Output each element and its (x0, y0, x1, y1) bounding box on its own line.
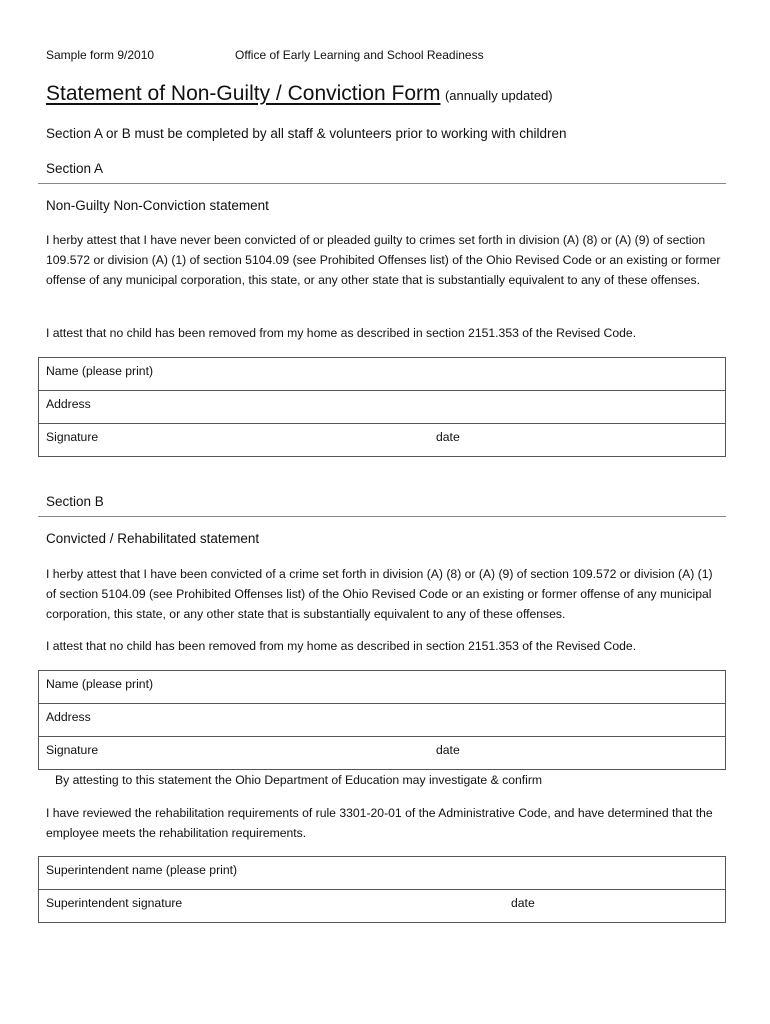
section-a-fields (38, 357, 726, 457)
section-b-subheading: Convicted / Rehabilitated statement (46, 531, 260, 546)
superintendent-signature-field[interactable] (39, 890, 726, 923)
section-a-heading: Section A (46, 161, 104, 176)
section-a-signature-field[interactable] (39, 424, 726, 457)
attest-note: By attesting to this statement the Ohio Department of Education may investigate & confirm (55, 773, 543, 787)
superintendent-name-label: Superintendent name (please print) (46, 863, 238, 877)
section-a-name-field[interactable] (39, 358, 726, 391)
section-b-address-field[interactable] (39, 704, 726, 737)
section-b-paragraph-2: I attest that no child has been removed from my home as described in section 2151.353 of the Revised Code. (46, 639, 637, 653)
signature-label: Signature (46, 430, 99, 444)
section-b-divider (38, 516, 726, 517)
name-label: Name (please print) (46, 364, 154, 378)
superintendent-signature-label: Superintendent signature (46, 896, 183, 910)
signature-label: Signature (46, 743, 99, 757)
form-title-row (46, 82, 553, 106)
section-b-heading: Section B (46, 494, 104, 509)
name-label: Name (please print) (46, 677, 154, 691)
review-paragraph: I have reviewed the rehabilitation requirements of rule 3301-20-01 of the Administrative Code, and have determined that the employee meets the rehabilitation requirements. (46, 806, 713, 840)
section-a-divider (38, 183, 726, 184)
superintendent-date-label: date (511, 896, 535, 910)
section-a-address-field[interactable] (39, 391, 726, 424)
section-b-fields (38, 670, 726, 770)
section-b-name-field[interactable] (39, 671, 726, 704)
date-label: date (436, 430, 460, 444)
sample-form-label: Sample form 9/2010 (46, 48, 155, 62)
office-label: Office of Early Learning and School Readiness (235, 48, 484, 62)
form-title: Statement of Non-Guilty / Conviction Form (46, 82, 441, 105)
section-b-paragraph-1: I herby attest that I have been convicted of a crime set forth in division (A) (8) or (A) (9) of section 109.572 or division (A) (1) of section 5104.09 (see Prohibited Offenses list) of the Ohio Revised Code or an existing or former offense of any municipal corporation, this state, or any other state that is substantially equivalent to any of these offenses. (46, 567, 713, 621)
form-title-note: (annually updated) (444, 88, 553, 103)
section-b-signature-field[interactable] (39, 737, 726, 770)
superintendent-name-field[interactable] (39, 857, 726, 890)
intro-text: Section A or B must be completed by all staff & volunteers prior to working with children (46, 126, 567, 141)
address-label: Address (46, 397, 91, 411)
section-a-paragraph-1: I herby attest that I have never been convicted of or pleaded guilty to crimes set forth in division (A) (8) or (A) (9) of section 109.572 or division (A) (1) of section 5104.09 (see Prohibited Offenses list) of the Ohio Revised Code or an existing or former offense of any municipal corporation, this state, or any other state that is substantially equivalent to any of these offenses. (46, 233, 721, 287)
section-a-subheading: Non-Guilty Non-Conviction statement (46, 198, 269, 213)
date-label: date (436, 743, 460, 757)
address-label: Address (46, 710, 91, 724)
section-a-paragraph-2: I attest that no child has been removed from my home as described in section 2151.353 of the Revised Code. (46, 326, 637, 340)
superintendent-fields (38, 856, 726, 923)
